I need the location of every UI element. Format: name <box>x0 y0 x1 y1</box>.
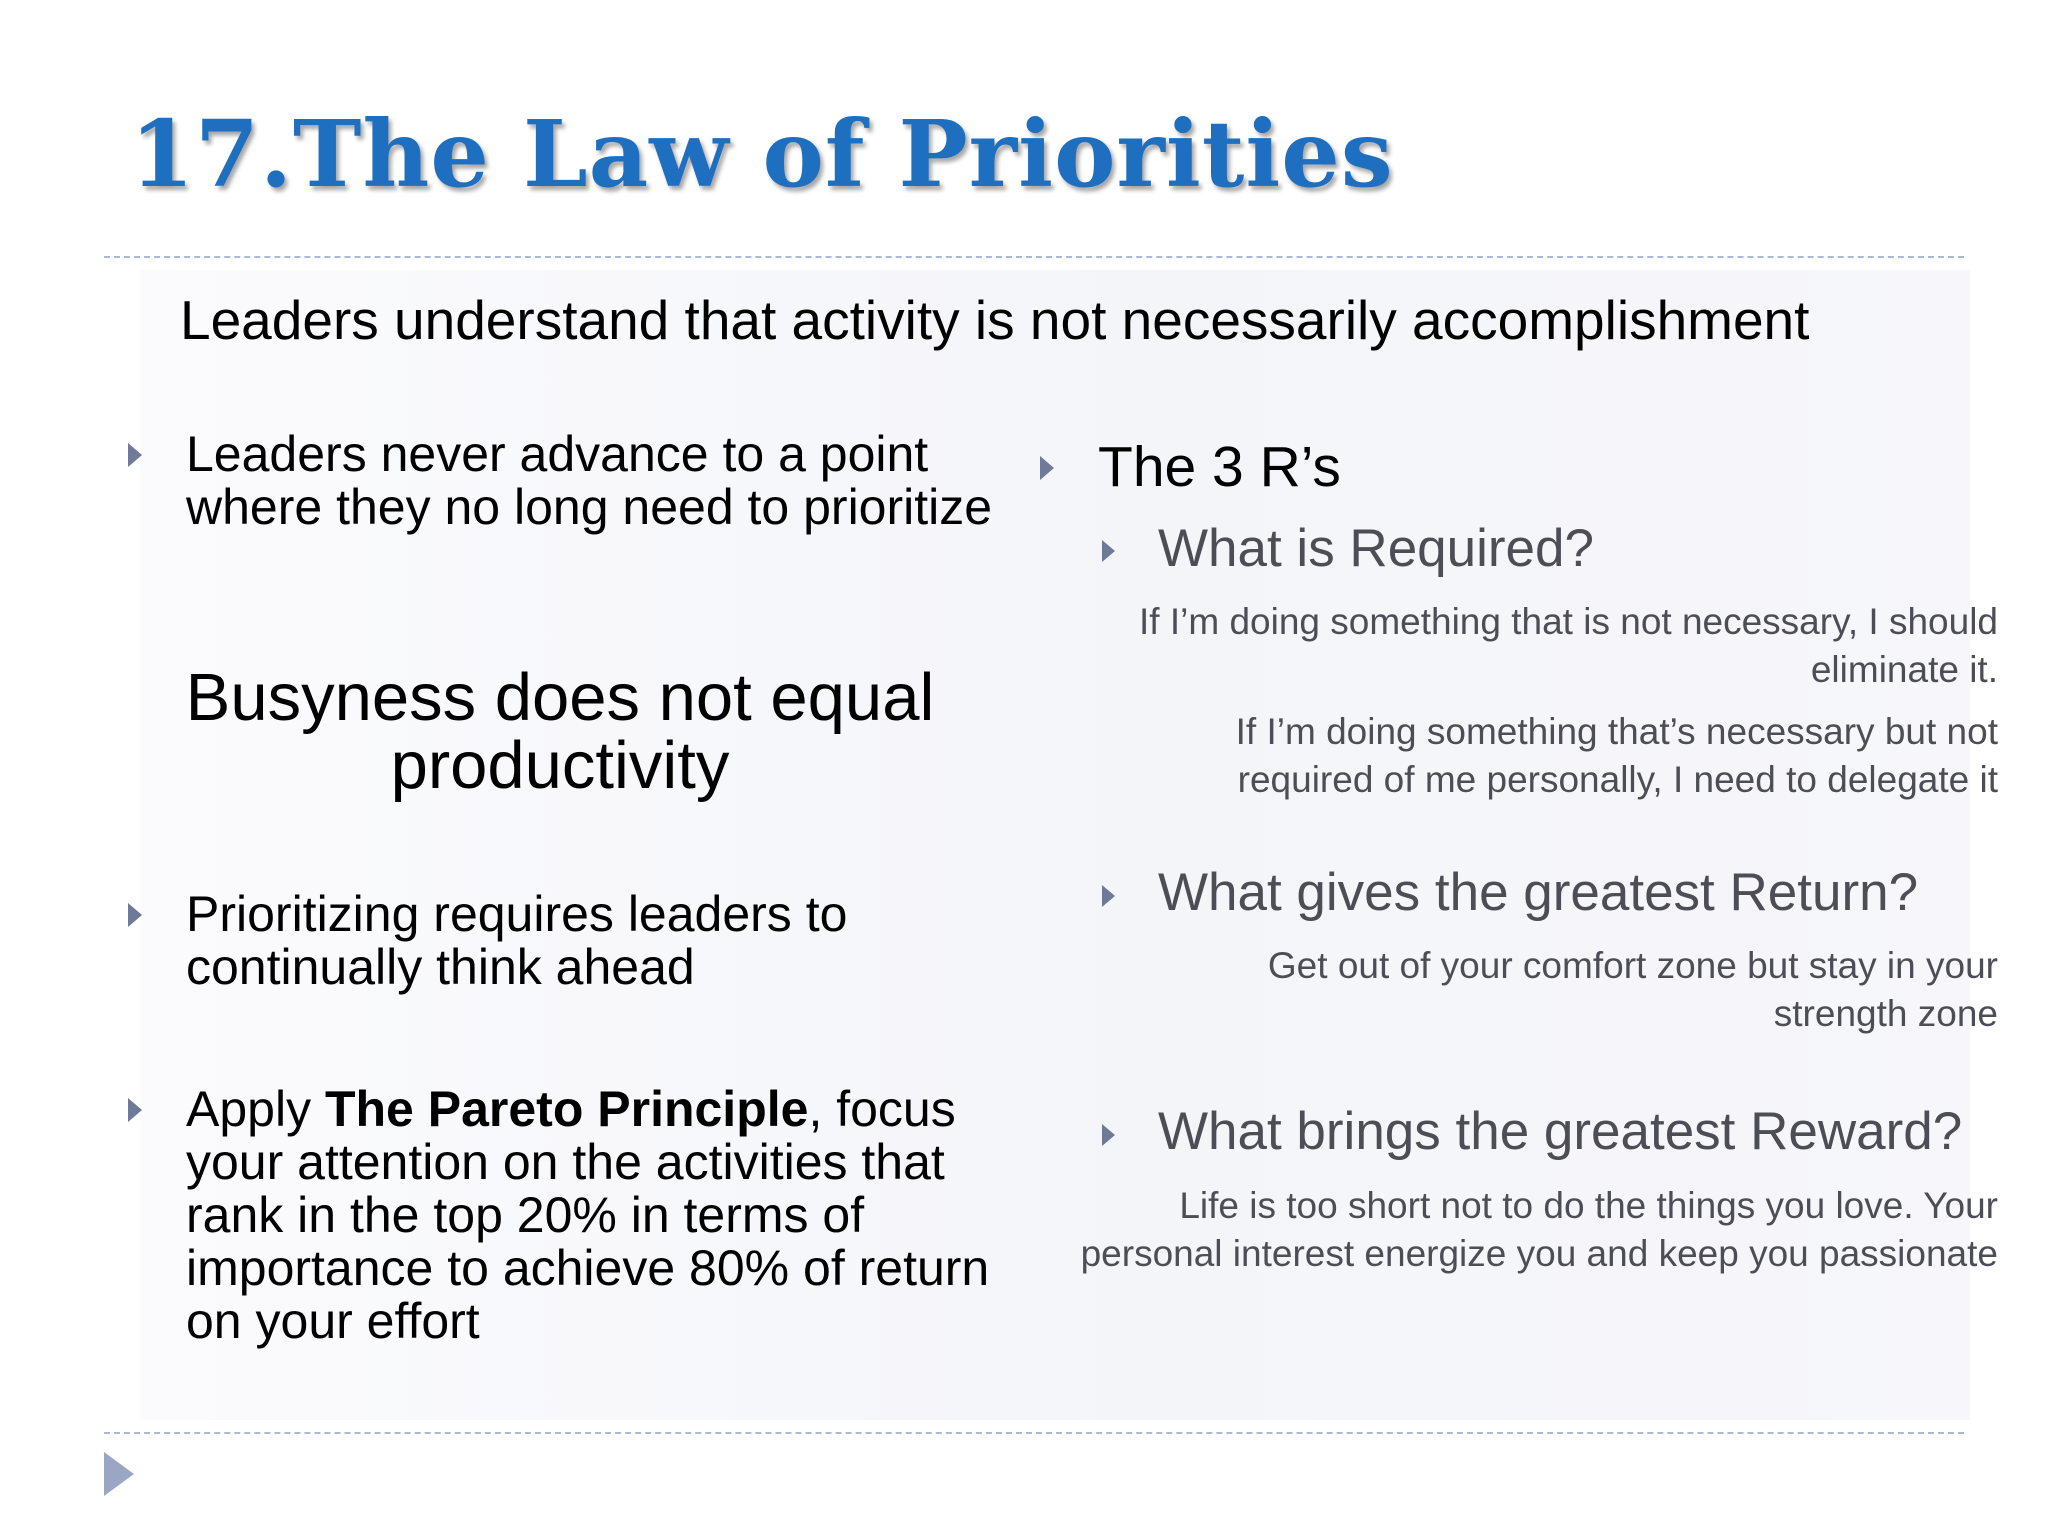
corner-triangle-icon <box>104 1452 134 1496</box>
bullet-arrow-icon <box>1040 456 1054 480</box>
return-heading: What gives the greatest Return? <box>1158 863 1919 922</box>
return-detail: Get out of your comfort zone but stay in your strength zone <box>1267 945 1998 1034</box>
left-bullet-2: Prioritizing requires leaders to continually think ahead <box>186 886 848 995</box>
bullet-arrow-icon <box>128 443 142 467</box>
reward-detail: Life is too short not to do the things you love. Your personal interest energize you and keep you passionate <box>1080 1185 1998 1274</box>
slide-title: 17.The Law of Priorities <box>130 100 1394 208</box>
pareto-principle: The Pareto Principle <box>324 1081 809 1137</box>
left-bullet-3 <box>186 1083 1006 1348</box>
pareto-prefix: Apply <box>186 1081 325 1137</box>
pareto-suffix: , focus your attention on the activities that rank in the top 20% in terms of importance to achieve 80% of return on your effort <box>186 1081 990 1349</box>
required-detail-1: If I’m doing something that is not necessary, I should eliminate it. <box>1139 601 1998 690</box>
slide-subtitle: Leaders understand that activity is not necessarily accomplishment <box>180 289 1810 351</box>
top-divider <box>104 256 1964 258</box>
bullet-arrow-icon <box>1102 540 1115 562</box>
busyness-callout: Busyness does not equal productivity <box>185 660 935 803</box>
bullet-arrow-icon <box>1102 885 1115 907</box>
three-rs-heading: The 3 R’s <box>1098 435 1341 499</box>
left-bullet-1: Leaders never advance to a point where they no long need to prioritize <box>186 426 993 535</box>
bullet-arrow-icon <box>128 903 142 927</box>
required-detail-2: If I’m doing something that’s necessary but not required of me personally, I need to delegate it <box>1235 711 1998 800</box>
bullet-arrow-icon <box>1102 1124 1115 1146</box>
bottom-divider <box>104 1432 1964 1434</box>
bullet-arrow-icon <box>128 1098 142 1122</box>
reward-heading: What brings the greatest Reward? <box>1158 1102 1963 1161</box>
required-heading: What is Required? <box>1158 519 1594 578</box>
